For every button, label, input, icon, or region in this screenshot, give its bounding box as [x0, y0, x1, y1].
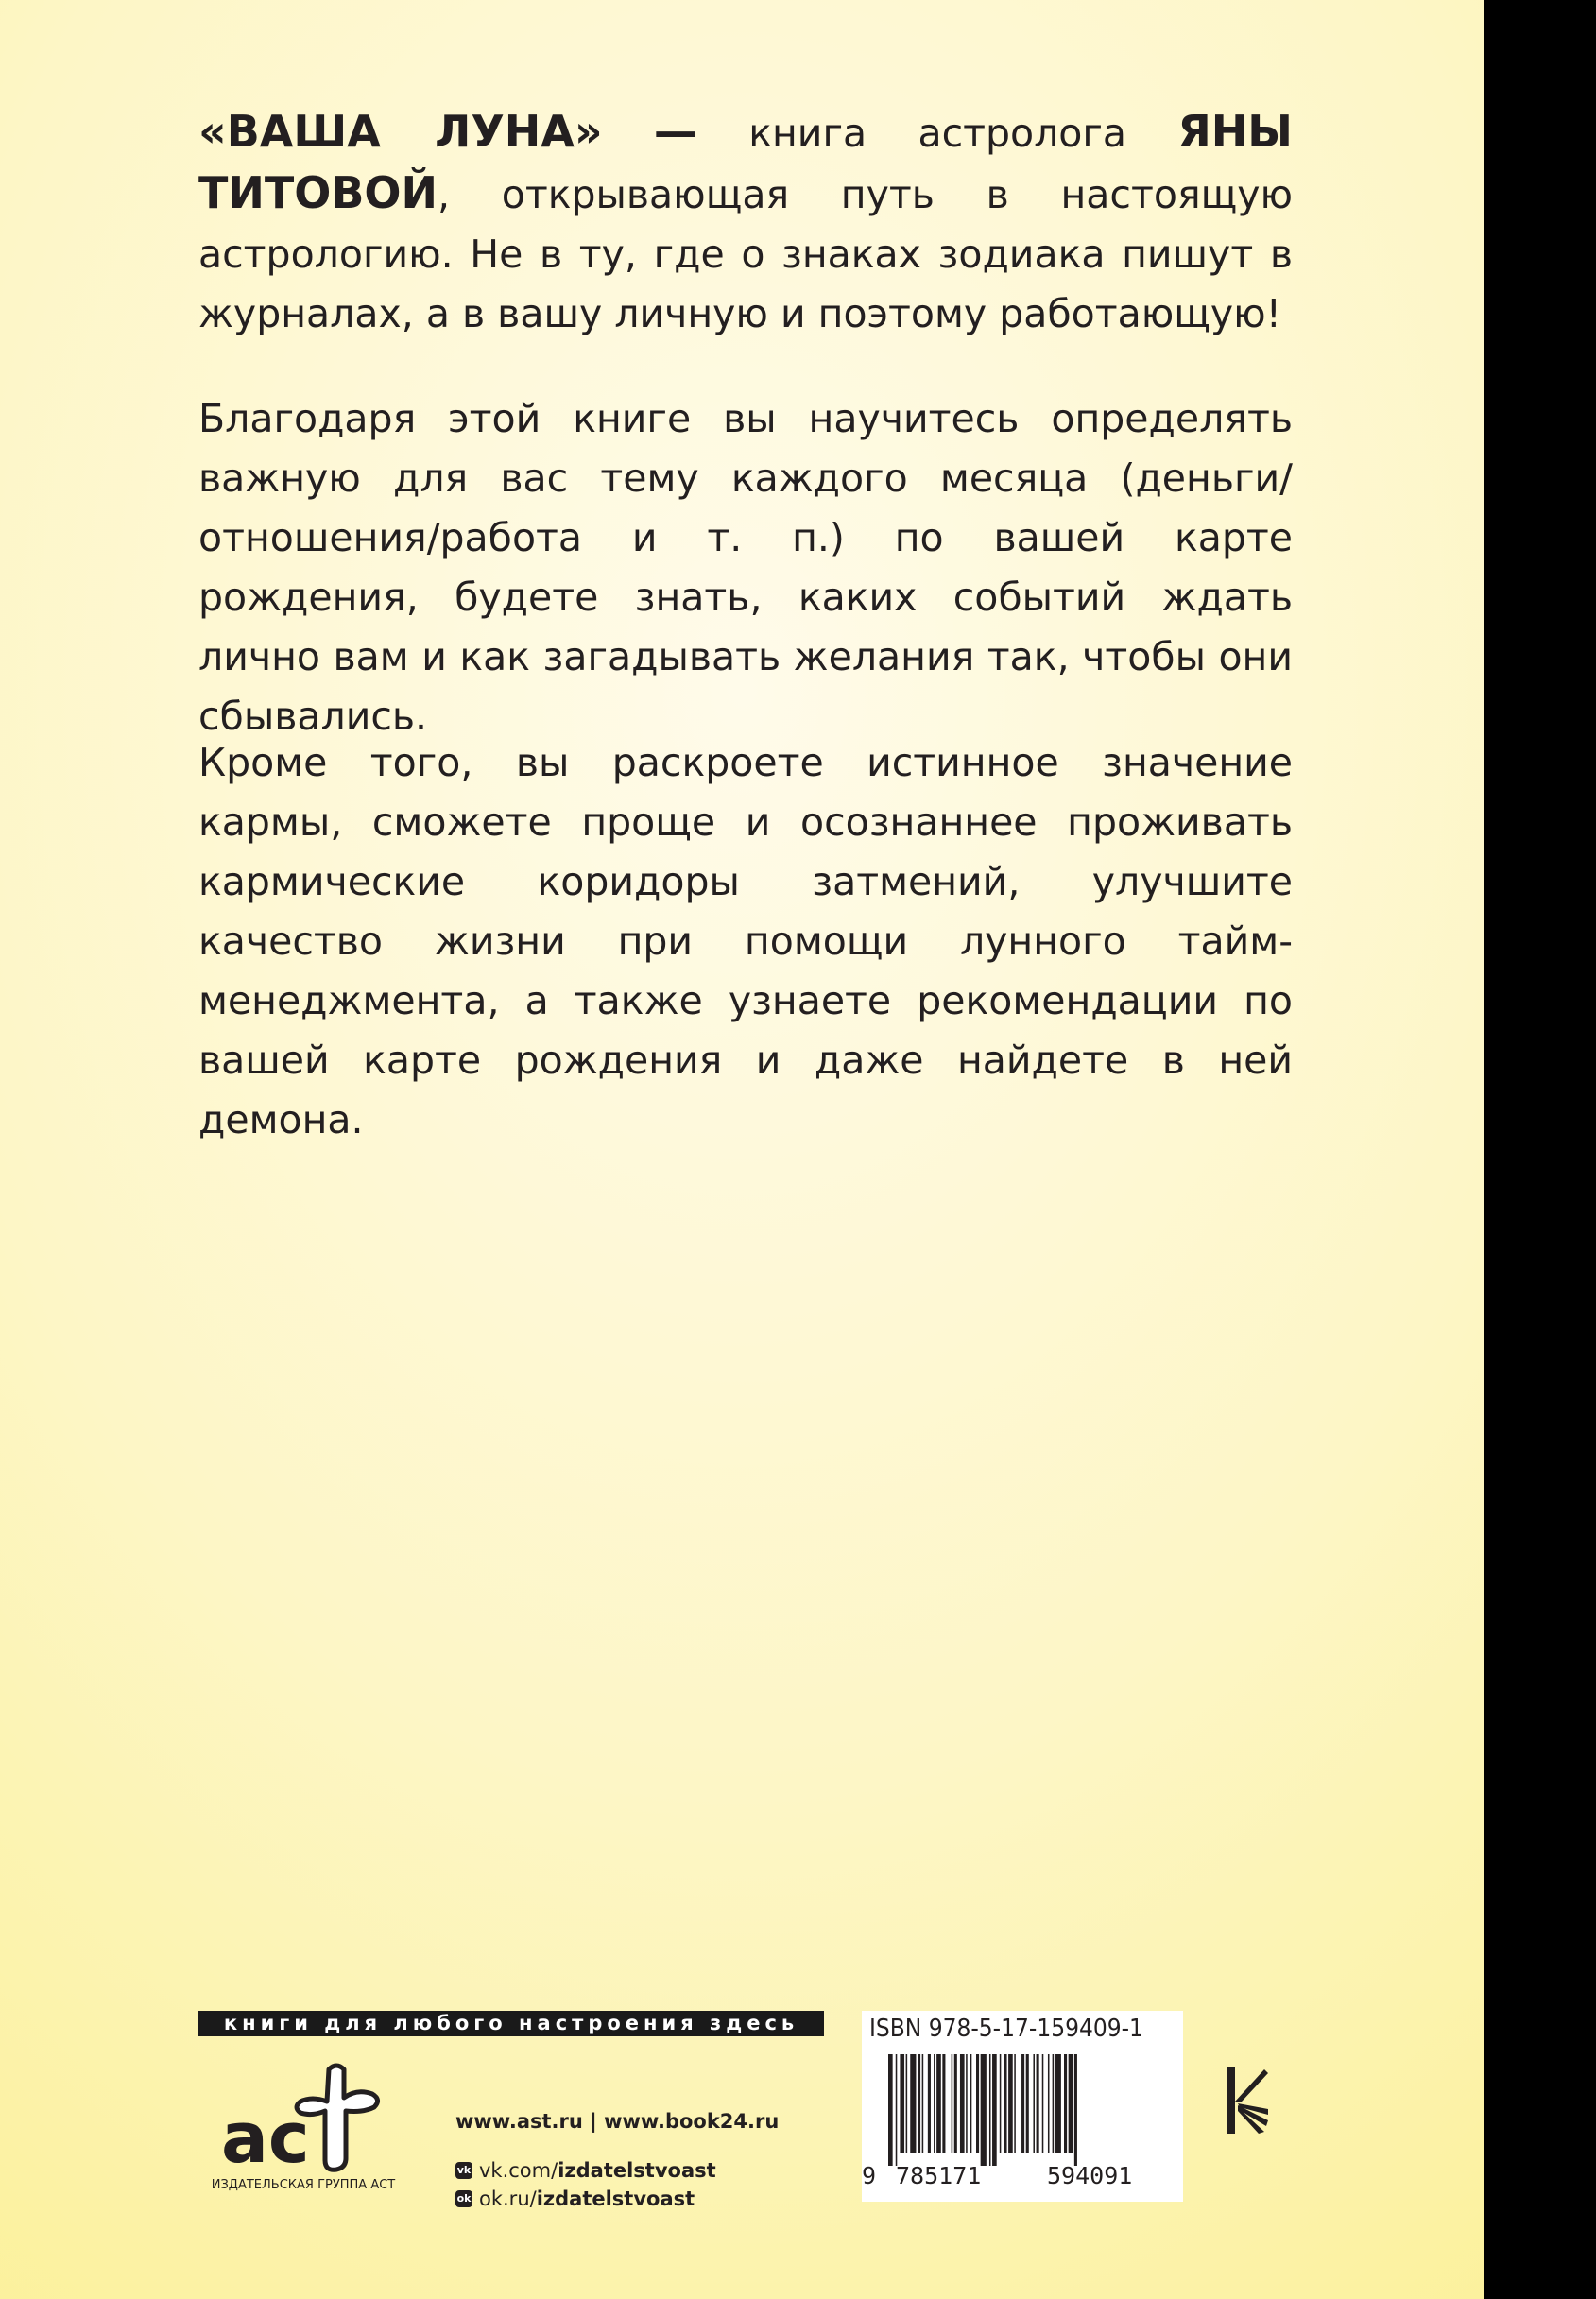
ok-link[interactable]: [455, 2185, 779, 2213]
vk-icon: vk: [455, 2162, 472, 2179]
more-benefits-paragraph: Кроме того, вы раскроете истинное значение кармы, сможете проще и осознаннее проживать кармические коридоры затмений, улучшите качество жизни при помощи лунного тайм-менеджмента, а также узнаете рекомендации по вашей карте рождения и даже найдете в ней демона.: [198, 740, 1293, 1142]
barcode-icon: [875, 2054, 1170, 2166]
barcode-digit-first: 9: [862, 2162, 877, 2189]
intro-text-1: книга астролога: [696, 111, 1178, 156]
barcode-digits-group2: 594091: [1047, 2162, 1133, 2189]
ok-handle: izdatelstvoast: [536, 2187, 695, 2210]
vk-link[interactable]: [455, 2156, 779, 2185]
svg-text:ac: ac: [221, 2098, 310, 2179]
barcode-box: [862, 2011, 1183, 2202]
imprint-k-logo-icon: [1227, 2067, 1270, 2134]
ok-icon: ok: [455, 2190, 472, 2207]
intro-text-2: , открывающая путь в настоящую астрологию. Не в ту, где о знаках зодиака пишут в журналах, а в вашу личную и поэтому работающую!: [198, 172, 1293, 336]
title-dash: —: [653, 106, 697, 157]
website-links[interactable]: www.ast.ru | www.book24.ru: [455, 2110, 780, 2133]
intro-paragraph: [198, 102, 1293, 344]
ok-prefix: ok.ru/: [479, 2187, 537, 2210]
author-name: ЯНЫ ТИТОВОЙ: [198, 106, 1293, 218]
ast-logo-icon: [217, 2056, 397, 2179]
vk-prefix: vk.com/: [479, 2159, 558, 2182]
benefits-paragraph: Благодаря этой книге вы научитесь определять важную для вас тему каждого месяца (деньги/отношения/работа и т. п.) по вашей карте рождения, будете знать, каких событий ждать лично вам и как загадывать желания так, чтобы они сбывались.: [198, 396, 1293, 739]
book-title: «ВАША ЛУНА»: [198, 106, 603, 157]
barcode-digits-group1: 785171: [896, 2162, 982, 2189]
publisher-label: ИЗДАТЕЛЬСКАЯ ГРУППА АСТ: [211, 2178, 396, 2192]
isbn-number: ISBN 978-5-17-159409-1: [869, 2015, 1143, 2043]
spine-edge: [1484, 0, 1596, 2299]
vk-handle: izdatelstvoast: [558, 2159, 716, 2182]
tagline-strip: книги для любого настроения здесь: [198, 2011, 824, 2036]
publisher-links: [455, 2107, 779, 2213]
